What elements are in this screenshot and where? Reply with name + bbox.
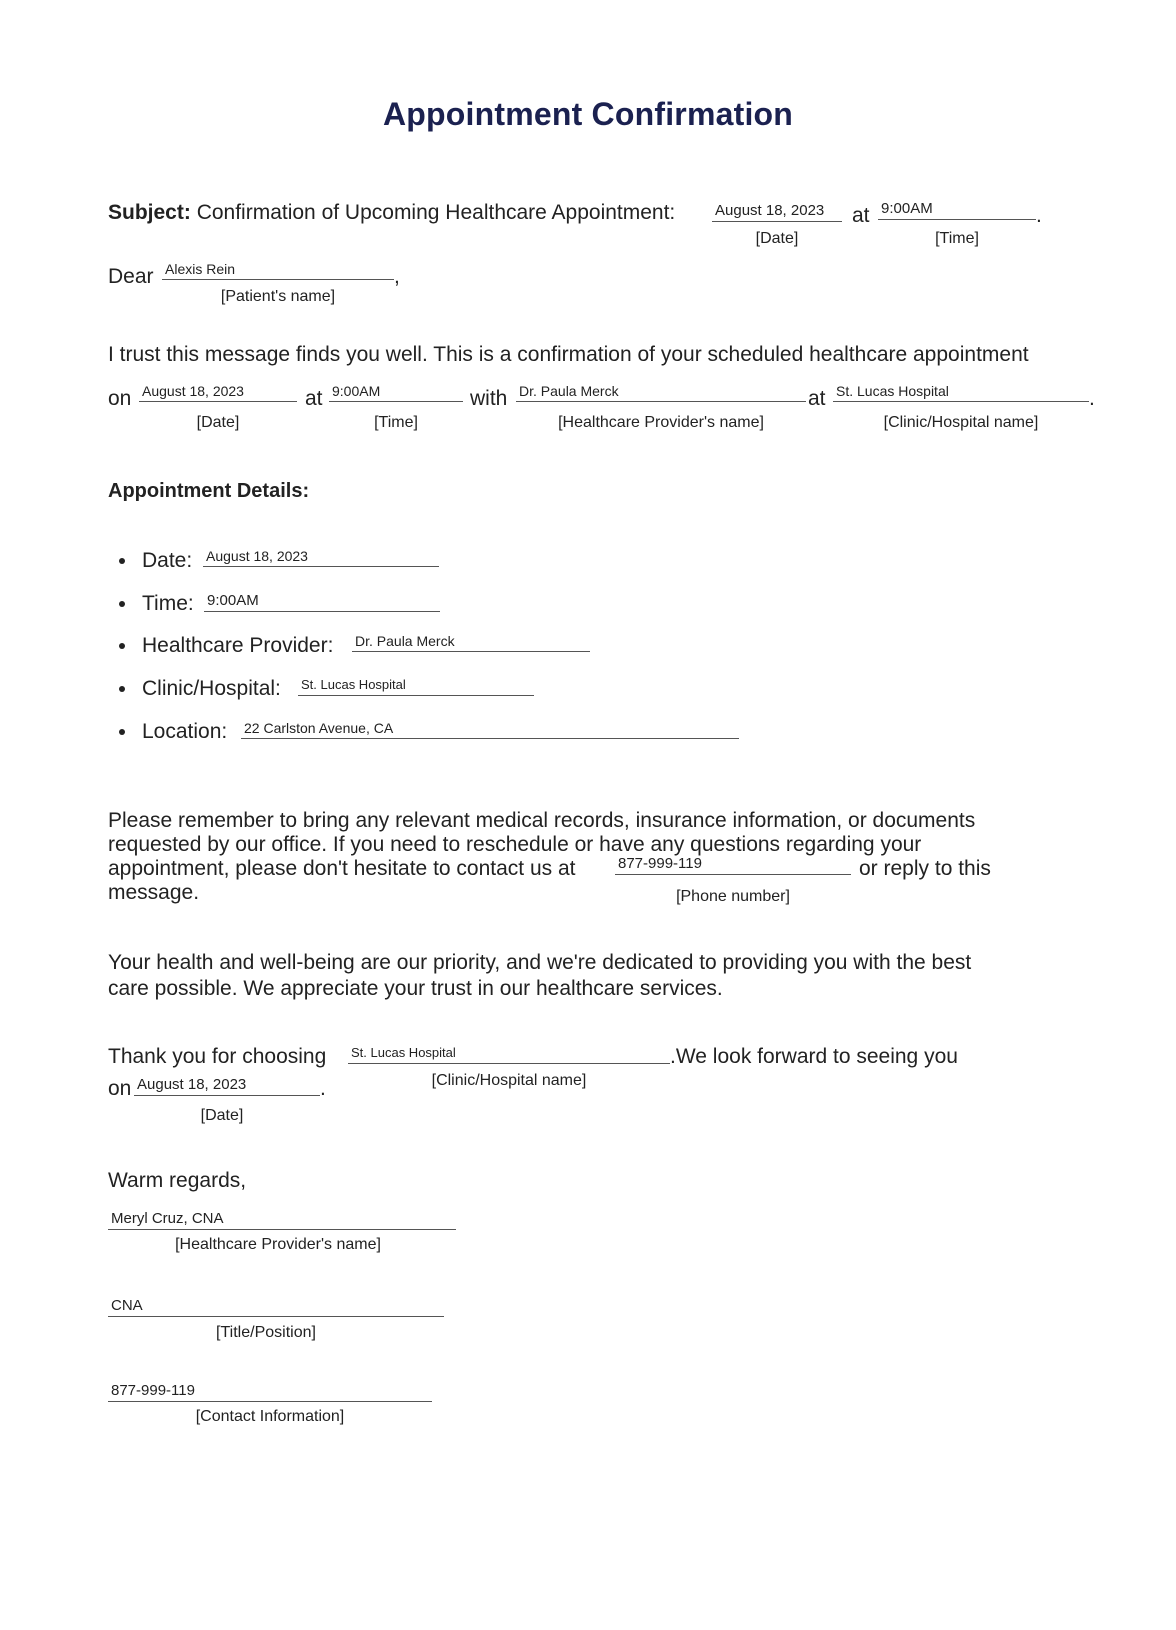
- health-line-2: care possible. We appreciate your trust in our healthcare services.: [108, 977, 723, 1000]
- sign-title-field[interactable]: CNA: [108, 1295, 444, 1317]
- intro-period: .: [1089, 387, 1095, 410]
- thanks-clinic-field[interactable]: St. Lucas Hospital: [348, 1042, 670, 1064]
- intro-provider-field[interactable]: Dr. Paula Merck: [516, 380, 806, 402]
- bullet-dot: [119, 601, 125, 607]
- sign-name-field[interactable]: Meryl Cruz, CNA: [108, 1208, 456, 1230]
- regards-text: Warm regards,: [108, 1169, 247, 1192]
- intro-time-field[interactable]: 9:00AM: [329, 380, 463, 402]
- sign-title-caption: [Title/Position]: [216, 1324, 316, 1341]
- reminder-tail: or reply to this: [859, 857, 991, 880]
- intro-provider-caption: [Healthcare Provider's name]: [558, 414, 764, 431]
- detail-location-field[interactable]: 22 Carlston Avenue, CA: [241, 717, 739, 739]
- detail-clinic-label: Clinic/Hospital:: [142, 677, 281, 700]
- reminder-phone-field[interactable]: 877-999-119: [615, 853, 851, 875]
- reminder-line-4: message.: [108, 881, 200, 904]
- reminder-line-3: appointment, please don't hesitate to contact us at: [108, 857, 576, 880]
- dear-comma: ,: [394, 265, 400, 288]
- bullet-dot: [119, 729, 125, 735]
- intro-date-field[interactable]: August 18, 2023: [139, 380, 297, 402]
- intro-date-caption: [Date]: [196, 414, 240, 431]
- subject-line: [108, 200, 675, 225]
- thanks-on: on: [108, 1077, 132, 1100]
- detail-location-label: Location:: [142, 720, 228, 743]
- detail-date-label: Date:: [142, 549, 193, 572]
- page-title: Appointment Confirmation: [382, 96, 794, 132]
- intro-clinic-caption: [Clinic/Hospital name]: [883, 414, 1039, 431]
- thanks-clinic-caption: [Clinic/Hospital name]: [431, 1072, 587, 1089]
- subject-date-caption: [Date]: [755, 230, 799, 247]
- subject-at: at: [852, 204, 870, 227]
- sign-contact-caption: [Contact Information]: [195, 1408, 345, 1425]
- intro-line: I trust this message finds you well. This is a confirmation of your scheduled healthcare appointment: [108, 343, 1029, 366]
- patient-name-field[interactable]: Alexis Rein: [162, 258, 394, 280]
- subject-period: .: [1036, 204, 1042, 227]
- subject-label: Subject:: [108, 201, 191, 224]
- thanks-date-caption: [Date]: [200, 1107, 244, 1124]
- bullet-dot: [119, 643, 125, 649]
- subject-text: Confirmation of Upcoming Healthcare Appointment:: [196, 201, 676, 224]
- reminder-line-2: requested by our office. If you need to reschedule or have any questions regarding your: [108, 833, 922, 856]
- intro-time-caption: [Time]: [374, 414, 418, 431]
- subject-time-field[interactable]: 9:00AM: [878, 198, 1036, 220]
- dear-label: Dear: [108, 265, 154, 288]
- reminder-phone-caption: [Phone number]: [676, 888, 790, 905]
- detail-clinic-field[interactable]: St. Lucas Hospital: [298, 674, 534, 696]
- health-line-1: Your health and well-being are our priority, and we're dedicated to providing you with the best: [108, 951, 972, 974]
- detail-provider-field[interactable]: Dr. Paula Merck: [352, 630, 590, 652]
- intro-clinic-field[interactable]: St. Lucas Hospital: [833, 380, 1089, 402]
- detail-date-field[interactable]: August 18, 2023: [203, 545, 439, 567]
- patient-name-caption: [Patient's name]: [220, 288, 336, 305]
- intro-at-2: at: [808, 387, 826, 410]
- sign-contact-field[interactable]: 877-999-119: [108, 1380, 432, 1402]
- details-heading: Appointment Details:: [108, 480, 310, 502]
- intro-with: with: [470, 387, 508, 410]
- bullet-dot: [119, 558, 125, 564]
- thanks-period: .: [320, 1077, 326, 1100]
- thanks-date-field[interactable]: August 18, 2023: [134, 1074, 320, 1096]
- thanks-text: Thank you for choosing: [108, 1045, 327, 1068]
- reminder-line-1: Please remember to bring any relevant medical records, insurance information, or documents: [108, 809, 976, 832]
- thanks-tail: .We look forward to seeing you: [670, 1045, 958, 1068]
- detail-time-label: Time:: [142, 592, 194, 615]
- bullet-dot: [119, 686, 125, 692]
- detail-provider-label: Healthcare Provider:: [142, 634, 334, 657]
- subject-date-field[interactable]: August 18, 2023: [712, 200, 842, 222]
- detail-time-field[interactable]: 9:00AM: [204, 590, 440, 612]
- intro-on: on: [108, 387, 132, 410]
- subject-time-caption: [Time]: [935, 230, 979, 247]
- intro-at-1: at: [305, 387, 323, 410]
- sign-name-caption: [Healthcare Provider's name]: [175, 1236, 381, 1253]
